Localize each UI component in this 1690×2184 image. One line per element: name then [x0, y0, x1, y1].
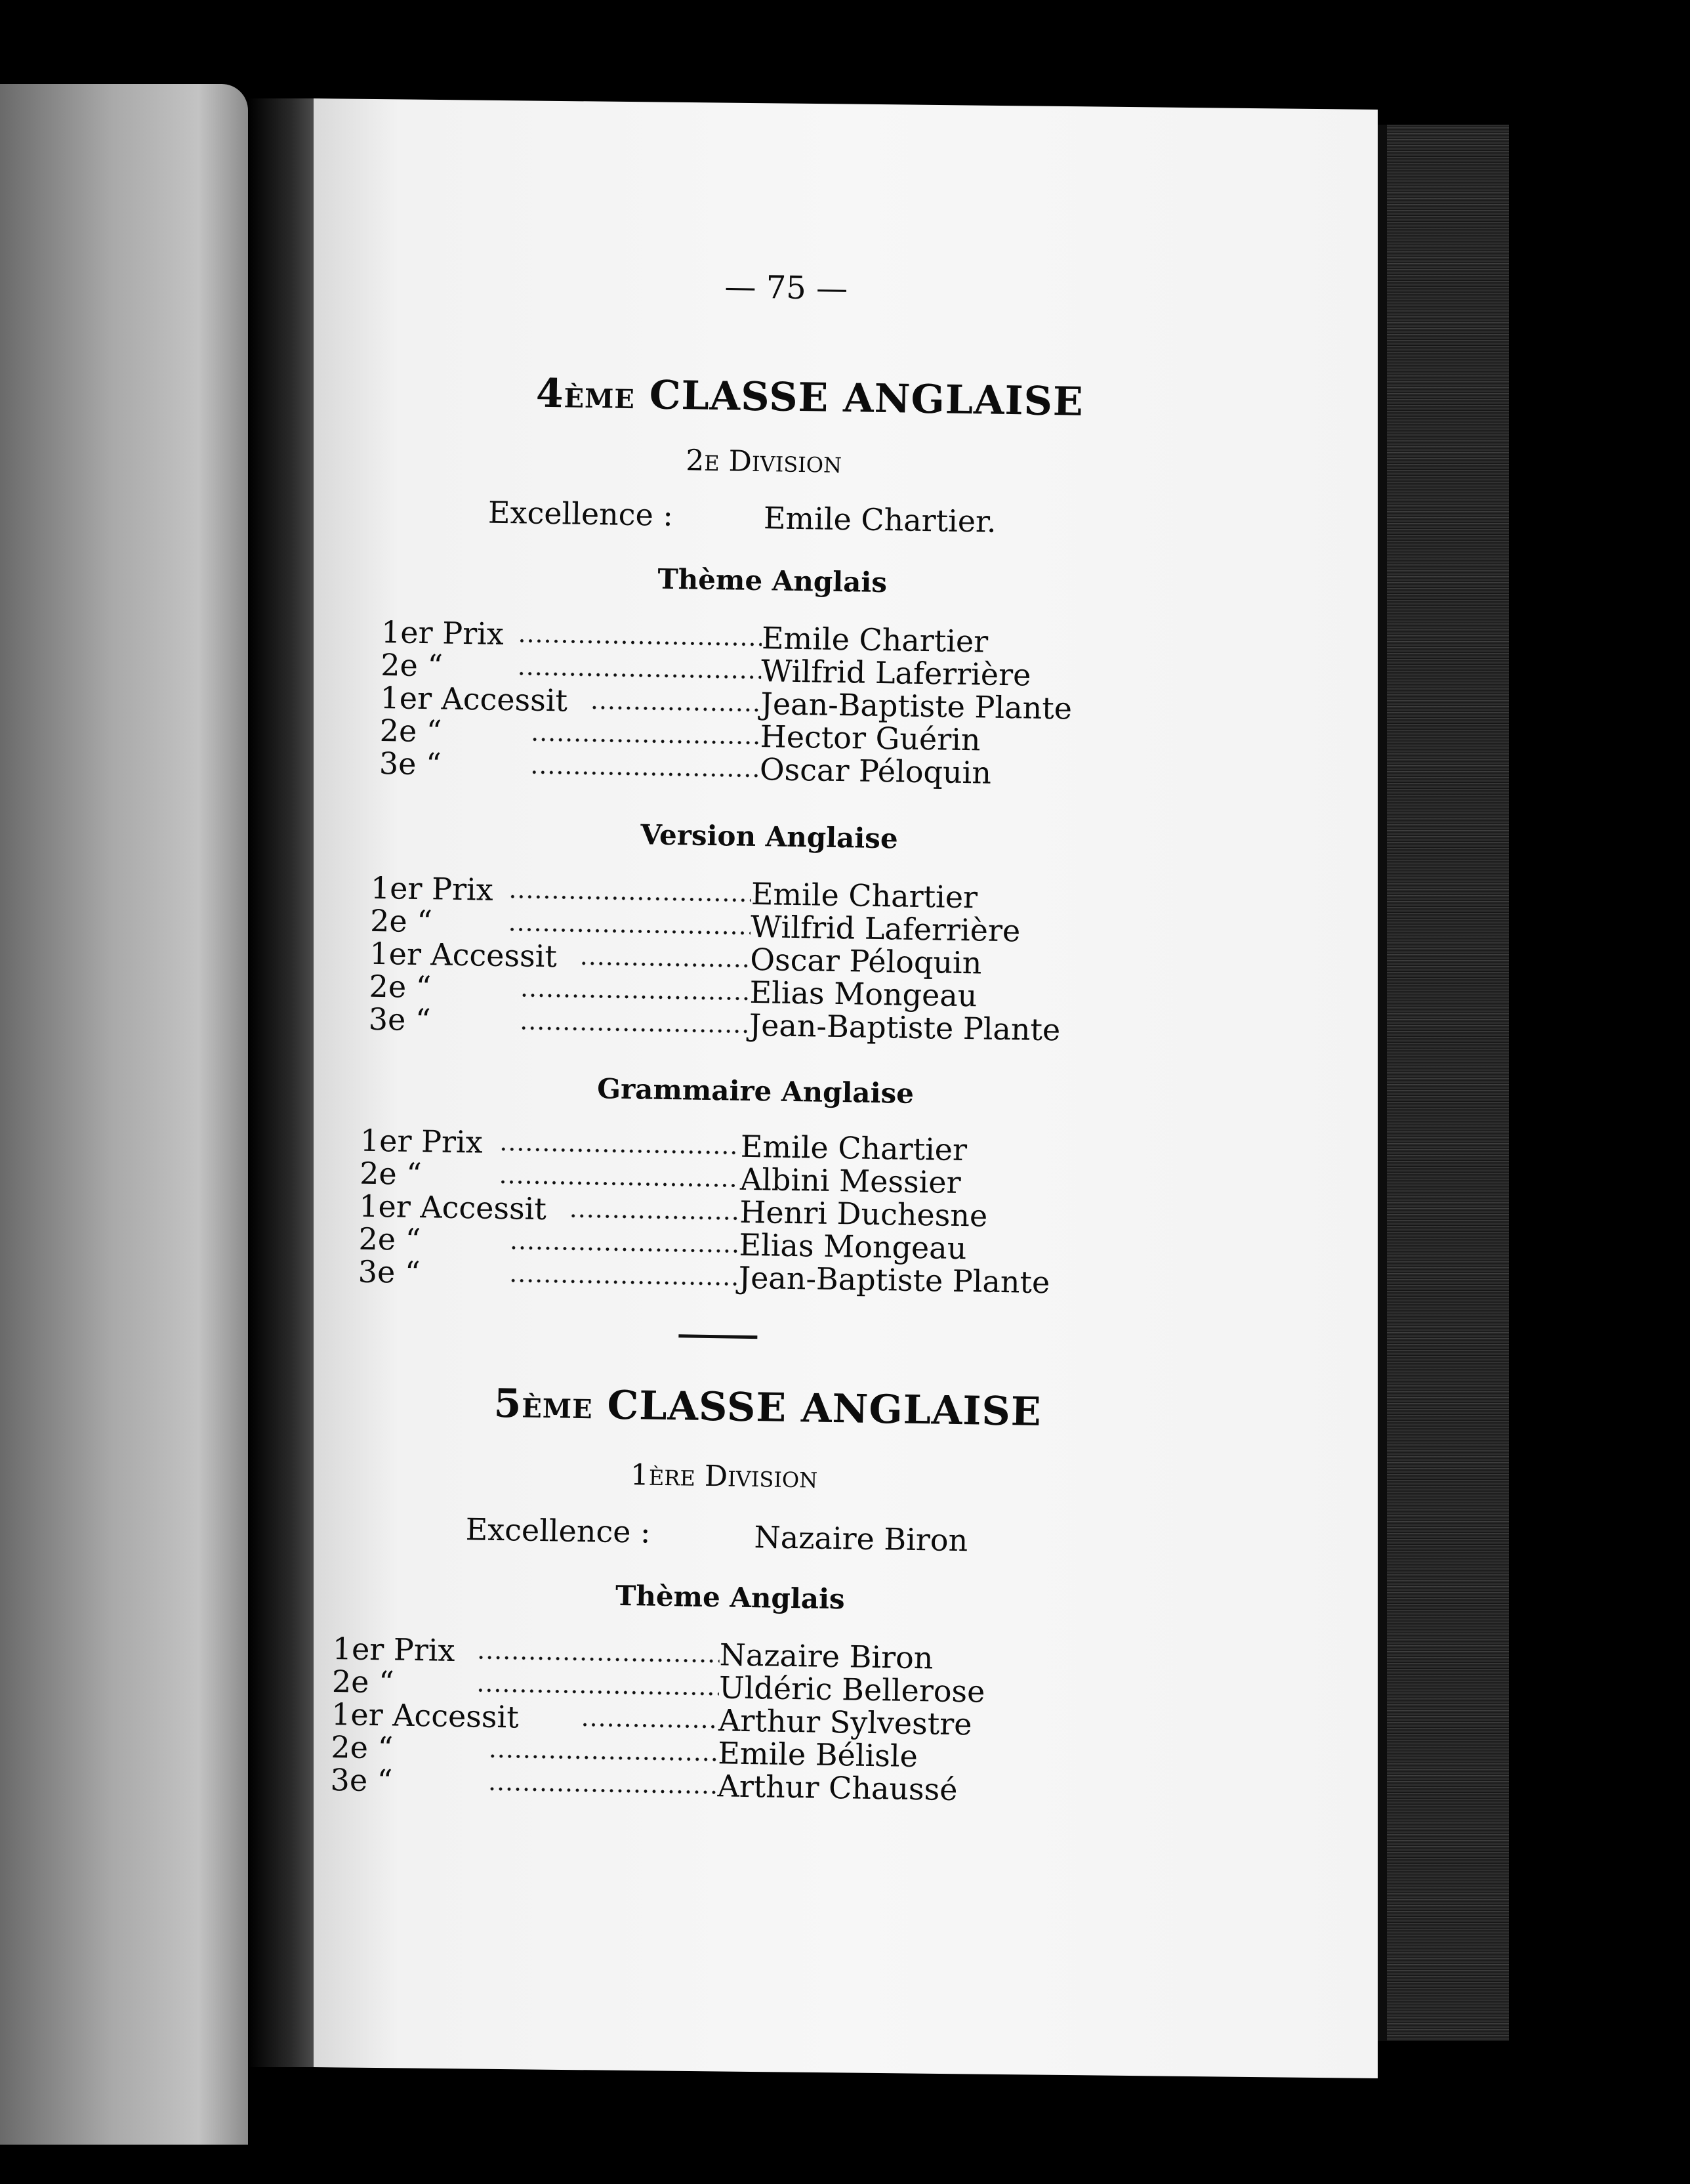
- winner-name: Oscar Péloquin: [759, 751, 992, 791]
- title-ordinal: ÈME: [521, 1393, 593, 1425]
- rank: 2e “: [358, 1221, 421, 1258]
- rank: 3e “: [358, 1253, 421, 1291]
- subject-heading: Version Anglaise: [640, 818, 899, 855]
- winner-name: Oscar Péloquin: [749, 941, 982, 981]
- winner-name: Wilfrid Laferrière: [750, 908, 1021, 949]
- winner-name: Elias Mongeau: [749, 974, 978, 1014]
- division-ordinal: E: [703, 450, 720, 476]
- rank: 3e “: [379, 746, 442, 782]
- rank: 2e “: [369, 968, 432, 1005]
- title-ordinal: ÈME: [564, 383, 636, 415]
- left-page-edge: [0, 84, 248, 2145]
- rank: 3e “: [368, 1001, 431, 1038]
- rank: 1er Accessit: [331, 1696, 520, 1735]
- winner-name: Jean-Baptiste Plante: [738, 1259, 1050, 1301]
- rank: 1er Accessit: [380, 680, 568, 719]
- winner-name: Jean-Baptiste Plante: [749, 1007, 1061, 1048]
- subject-heading: Thème Anglais: [615, 1579, 846, 1616]
- winner-name: Wilfrid Laferrière: [760, 653, 1031, 693]
- title-text: CLASSE ANGLAISE: [634, 372, 1084, 425]
- division-initial: D: [695, 1459, 728, 1494]
- subject-heading: Thème Anglais: [657, 562, 888, 599]
- section-title: [535, 371, 1084, 425]
- rank: 2e “: [331, 1664, 395, 1700]
- page-number: — 75 —: [724, 268, 848, 308]
- excellence-label: Excellence :: [487, 494, 674, 533]
- winner-name: Elias Mongeau: [739, 1227, 967, 1267]
- division-number: 2: [685, 444, 705, 478]
- excellence-name: Emile Chartier.: [763, 500, 997, 539]
- rank: 1er Prix: [360, 1122, 484, 1160]
- winner-name: Henri Duchesne: [739, 1194, 988, 1234]
- rank: 2e “: [331, 1729, 394, 1766]
- rank: 2e “: [380, 647, 443, 684]
- title-number: 4: [535, 370, 565, 417]
- division-heading: [686, 444, 842, 480]
- winner-name: Emile Bélisle: [717, 1735, 918, 1774]
- excellence-name: Nazaire Biron: [754, 1519, 968, 1559]
- spine-shadow: [1378, 125, 1387, 2041]
- book-gutter: [248, 98, 320, 2067]
- title-number: 5: [493, 1380, 523, 1427]
- winner-name: Arthur Chaussé: [717, 1768, 958, 1808]
- winner-name: Emile Chartier: [751, 875, 978, 915]
- rank: 1er Accessit: [369, 935, 558, 975]
- subject-heading: Grammaire Anglaise: [596, 1072, 915, 1110]
- winner-name: Jean-Baptiste Plante: [760, 686, 1073, 726]
- division-rest: IVISION: [727, 1466, 818, 1493]
- winner-name: Emile Chartier: [761, 620, 989, 660]
- division-initial: D: [719, 444, 752, 478]
- winner-name: Hector Guérin: [760, 719, 981, 758]
- winner-name: Arthur Sylvestre: [718, 1702, 972, 1742]
- rank: 1er Prix: [370, 870, 494, 908]
- rank: 1er Prix: [332, 1631, 455, 1668]
- rank: 2e “: [359, 1155, 422, 1192]
- winner-name: Nazaire Biron: [719, 1637, 934, 1676]
- division-number: 1: [630, 1458, 649, 1492]
- division-ordinal: ÈRE: [648, 1465, 696, 1491]
- title-text: CLASSE ANGLAISE: [592, 1382, 1042, 1435]
- winner-name: Uldéric Bellerose: [718, 1670, 985, 1710]
- rank: 1er Prix: [381, 614, 505, 652]
- division-heading: [630, 1458, 818, 1494]
- book-spine-edge: [1378, 125, 1509, 2041]
- rank: 2e “: [379, 713, 442, 749]
- rank: 1er Accessit: [358, 1188, 547, 1227]
- rank: 2e “: [369, 902, 433, 940]
- rank: 3e “: [330, 1762, 393, 1799]
- section-title: [493, 1381, 1042, 1435]
- winner-name: Emile Chartier: [740, 1128, 968, 1168]
- division-rest: IVISION: [751, 451, 842, 478]
- excellence-label: Excellence :: [465, 1511, 651, 1550]
- winner-name: Albini Messier: [739, 1161, 962, 1201]
